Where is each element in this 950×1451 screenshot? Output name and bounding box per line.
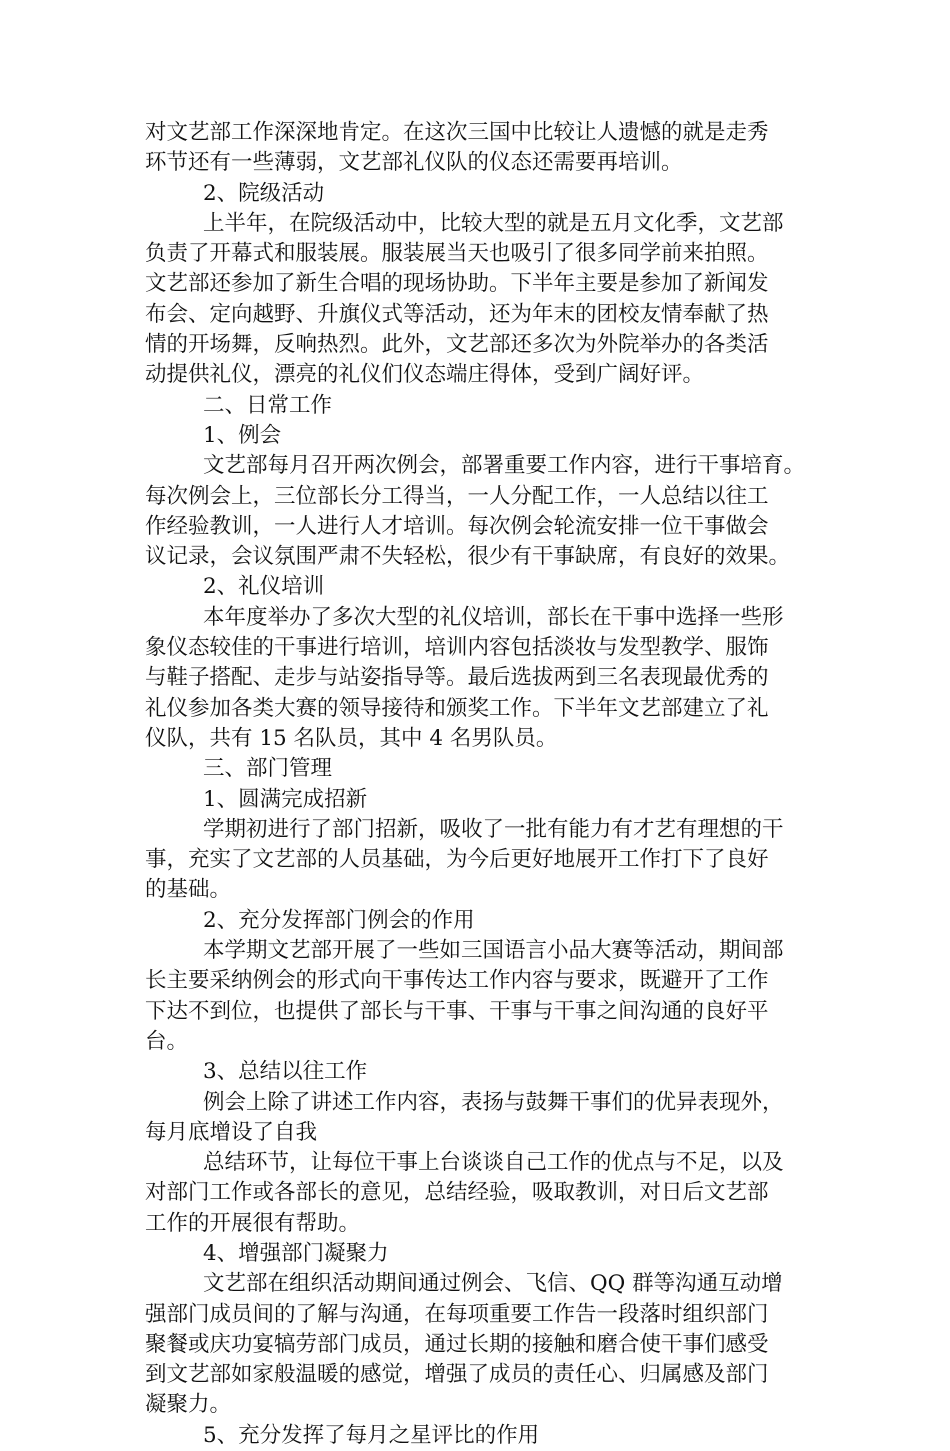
text-line: 总结环节，让每位干事上台谈谈自己工作的优点与不足，以及 bbox=[203, 1150, 784, 1176]
text-line: 对部门工作或各部长的意见，总结经验，吸取教训，对日后文艺部 bbox=[145, 1180, 769, 1206]
text-line: 学期初进行了部门招新，吸收了一批有能力有才艺有理想的干 bbox=[203, 816, 784, 842]
text-line: 工作的开展很有帮助。 bbox=[145, 1210, 361, 1236]
text-line: 长主要采纳例会的形式向干事传达工作内容与要求，既避开了工作 bbox=[145, 968, 769, 994]
text-line: 布会、定向越野、升旗仪式等活动，还为年末的团校友情奉献了热 bbox=[145, 301, 769, 327]
text-line: 事，充实了文艺部的人员基础，为今后更好地展开工作打下了良好 bbox=[145, 847, 769, 873]
text-line: 例会上除了讲述工作内容，表扬与鼓舞干事们的优异表现外， bbox=[203, 1089, 784, 1115]
text-line: 文艺部在组织活动期间通过例会、飞信、QQ 群等沟通互动增 bbox=[203, 1271, 783, 1297]
text-line: 象仪态较佳的干事进行培训，培训内容包括淡妆与发型教学、服饰 bbox=[145, 635, 769, 661]
text-line: 本年度举办了多次大型的礼仪培训，部长在干事中选择一些形 bbox=[203, 604, 784, 630]
text-line: 2、充分发挥部门例会的作用 bbox=[203, 907, 475, 933]
text-line: 台。 bbox=[145, 1028, 189, 1054]
text-line: 动提供礼仪，漂亮的礼仪们仪态端庄得体，受到广阔好评。 bbox=[145, 362, 705, 388]
text-line: 文艺部还参加了新生合唱的现场协助。下半年主要是参加了新闻发 bbox=[145, 271, 769, 297]
text-line: 议记录，会议氛围严肃不失轻松，很少有干事缺席，有良好的效果。 bbox=[145, 544, 791, 570]
text-line: 1、例会 bbox=[203, 422, 282, 448]
text-line: 强部门成员间的了解与沟通，在每项重要工作告一段落时组织部门 bbox=[145, 1301, 769, 1327]
text-line: 到文艺部如家般温暖的感觉，增强了成员的责任心、归属感及部门 bbox=[145, 1362, 769, 1388]
text-line: 仪队，共有 15 名队员，其中 4 名男队员。 bbox=[145, 725, 558, 751]
text-line: 礼仪参加各类大赛的领导接待和颁奖工作。下半年文艺部建立了礼 bbox=[145, 695, 769, 721]
text-line: 的基础。 bbox=[145, 877, 232, 903]
text-line: 本学期文艺部开展了一些如三国语言小品大赛等活动，期间部 bbox=[203, 938, 784, 964]
text-line: 作经验教训，一人进行人才培训。每次例会轮流安排一位干事做会 bbox=[145, 513, 769, 539]
text-line: 3、总结以往工作 bbox=[203, 1059, 368, 1085]
text-line: 三、部门管理 bbox=[203, 756, 333, 782]
text-line: 二、日常工作 bbox=[203, 392, 333, 418]
text-line: 对文艺部工作深深地肯定。在这次三国中比较让人遗憾的就是走秀 bbox=[145, 120, 769, 145]
text-line: 2、礼仪培训 bbox=[203, 574, 325, 600]
text-line: 1、圆满完成招新 bbox=[203, 786, 368, 812]
text-line: 2、院级活动 bbox=[203, 180, 325, 206]
text-line: 凝聚力。 bbox=[145, 1392, 232, 1418]
text-line: 负责了开幕式和服装展。服装展当天也吸引了很多同学前来拍照。 bbox=[145, 241, 769, 267]
text-line: 聚餐或庆功宴犒劳部门成员，通过长期的接触和磨合使干事们感受 bbox=[145, 1331, 769, 1357]
text-line: 文艺部每月召开两次例会，部署重要工作内容，进行干事培育。 bbox=[203, 453, 806, 479]
text-line: 情的开场舞，反响热烈。此外，文艺部还多次为外院举办的各类活 bbox=[145, 332, 769, 358]
text-line: 5、充分发挥了每月之星评比的作用 bbox=[203, 1422, 540, 1448]
text-line: 与鞋子搭配、走步与站姿指导等。最后选拔两到三名表现最优秀的 bbox=[145, 665, 769, 691]
text-line: 环节还有一些薄弱，文艺部礼仪队的仪态还需要再培训。 bbox=[145, 150, 683, 176]
document-page bbox=[145, 118, 815, 1451]
text-line: 上半年，在院级活动中，比较大型的就是五月文化季，文艺部 bbox=[203, 210, 784, 236]
text-line: 每次例会上，三位部长分工得当，一人分配工作，一人总结以往工 bbox=[145, 483, 769, 509]
text-line: 下达不到位，也提供了部长与干事、干事与干事之间沟通的良好平 bbox=[145, 998, 769, 1024]
text-line: 4、增强部门凝聚力 bbox=[203, 1240, 389, 1266]
text-line: 每月底增设了自我 bbox=[145, 1119, 318, 1145]
